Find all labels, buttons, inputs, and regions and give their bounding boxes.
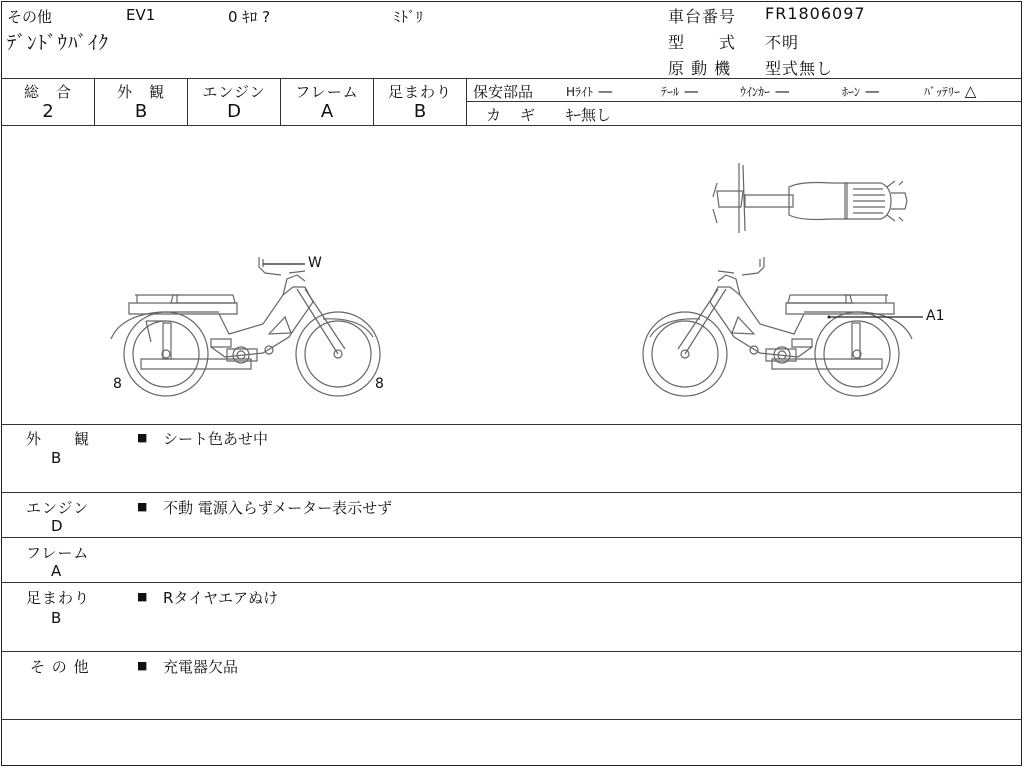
grade-exterior-label: 外 観 <box>116 83 165 101</box>
bullet-icon: ■ <box>137 500 148 513</box>
mark-w: W <box>308 255 322 271</box>
horn-status: — <box>864 82 880 100</box>
damage-diagram <box>1 127 1022 423</box>
bike-left-view <box>111 257 380 396</box>
safety-tail <box>661 82 699 100</box>
battery-status: △ <box>964 82 977 100</box>
remark-engine-label: エンジン <box>26 499 90 517</box>
key-label: カ ギ <box>486 106 538 124</box>
safety-winker <box>740 82 790 100</box>
remark-suspension-grade: B <box>51 609 62 627</box>
mark-num-left: 8 <box>113 376 122 392</box>
headlight-status: — <box>597 82 613 100</box>
divider <box>1 651 1022 652</box>
remark-exterior-grade: B <box>51 449 62 467</box>
safety-battery <box>924 82 976 100</box>
bullet-icon: ■ <box>137 659 148 672</box>
safety-label: 保安部品 <box>473 83 534 101</box>
mark-dot <box>828 316 831 319</box>
winker-status: — <box>774 82 790 100</box>
bike-top-view <box>713 163 907 233</box>
mark-a1: A1 <box>926 308 945 324</box>
other-label: その他 <box>7 8 53 26</box>
tail-name: ﾃｰﾙ <box>661 85 680 99</box>
grade-engine-label: エンジン <box>202 83 266 101</box>
remark-engine-text: 不動 電源入らずメーター表示せず <box>163 499 393 517</box>
horn-name: ﾎｰﾝ <box>842 85 861 99</box>
mark-num-right: 8 <box>375 376 384 392</box>
grade-exterior-value: B <box>134 101 148 122</box>
grade-overall-label: 総 合 <box>23 83 72 101</box>
battery-name: ﾊﾞｯﾃﾘｰ <box>924 85 961 99</box>
bullet-icon: ■ <box>137 431 148 444</box>
remark-frame-grade: A <box>51 562 62 580</box>
mileage: 0 ｷﾛ ? <box>228 8 271 26</box>
grade-suspension-value: B <box>413 101 427 122</box>
safety-horn <box>842 82 880 100</box>
engine-label: 原 動 機 <box>668 59 732 78</box>
bullet-icon: ■ <box>137 590 148 603</box>
grade-overall-value: 2 <box>42 101 54 122</box>
key-value: ｷｰ無し <box>566 106 612 124</box>
remark-frame-label: フレーム <box>26 544 90 562</box>
divider <box>1 537 1022 538</box>
grade-frame-value: A <box>320 101 334 122</box>
chassis-label: 車台番号 <box>668 7 737 26</box>
divider <box>1 492 1022 493</box>
chassis-value: FR1806097 <box>765 4 866 23</box>
remark-suspension-text: Rタイヤエアぬけ <box>163 589 279 607</box>
remark-other-label: そ の 他 <box>30 658 90 676</box>
tail-status: — <box>683 82 699 100</box>
grade-engine-value: D <box>227 101 241 122</box>
remark-engine-grade: D <box>51 517 63 535</box>
remark-other-text: 充電器欠品 <box>163 658 239 676</box>
safety-headlight <box>566 82 613 100</box>
divider <box>467 101 1022 102</box>
divider <box>1 424 1022 425</box>
model-value: 不明 <box>765 33 800 52</box>
remark-suspension-label: 足まわり <box>26 589 91 607</box>
divider <box>1 78 1022 79</box>
remark-exterior-text: シート色あせ中 <box>163 430 269 448</box>
divider <box>1 582 1022 583</box>
divider <box>1 125 1022 126</box>
winker-name: ｳｲﾝｶｰ <box>740 85 771 99</box>
grade-suspension-label: 足まわり <box>387 83 452 101</box>
remark-exterior-label: 外 観 <box>26 430 91 448</box>
color: ﾐﾄﾞﾘ <box>393 8 424 26</box>
headlight-name: Hﾗｲﾄ <box>566 85 594 99</box>
model-label: 型 式 <box>668 33 737 52</box>
bike-right-view <box>643 257 912 396</box>
divider <box>1 719 1022 720</box>
engine-value: 型式無し <box>765 59 834 78</box>
vehicle-type: ﾃﾞﾝﾄﾞｳﾊﾞｲｸ <box>7 32 110 54</box>
model-code: EV1 <box>126 6 156 24</box>
grade-frame-label: フレーム <box>295 83 359 101</box>
